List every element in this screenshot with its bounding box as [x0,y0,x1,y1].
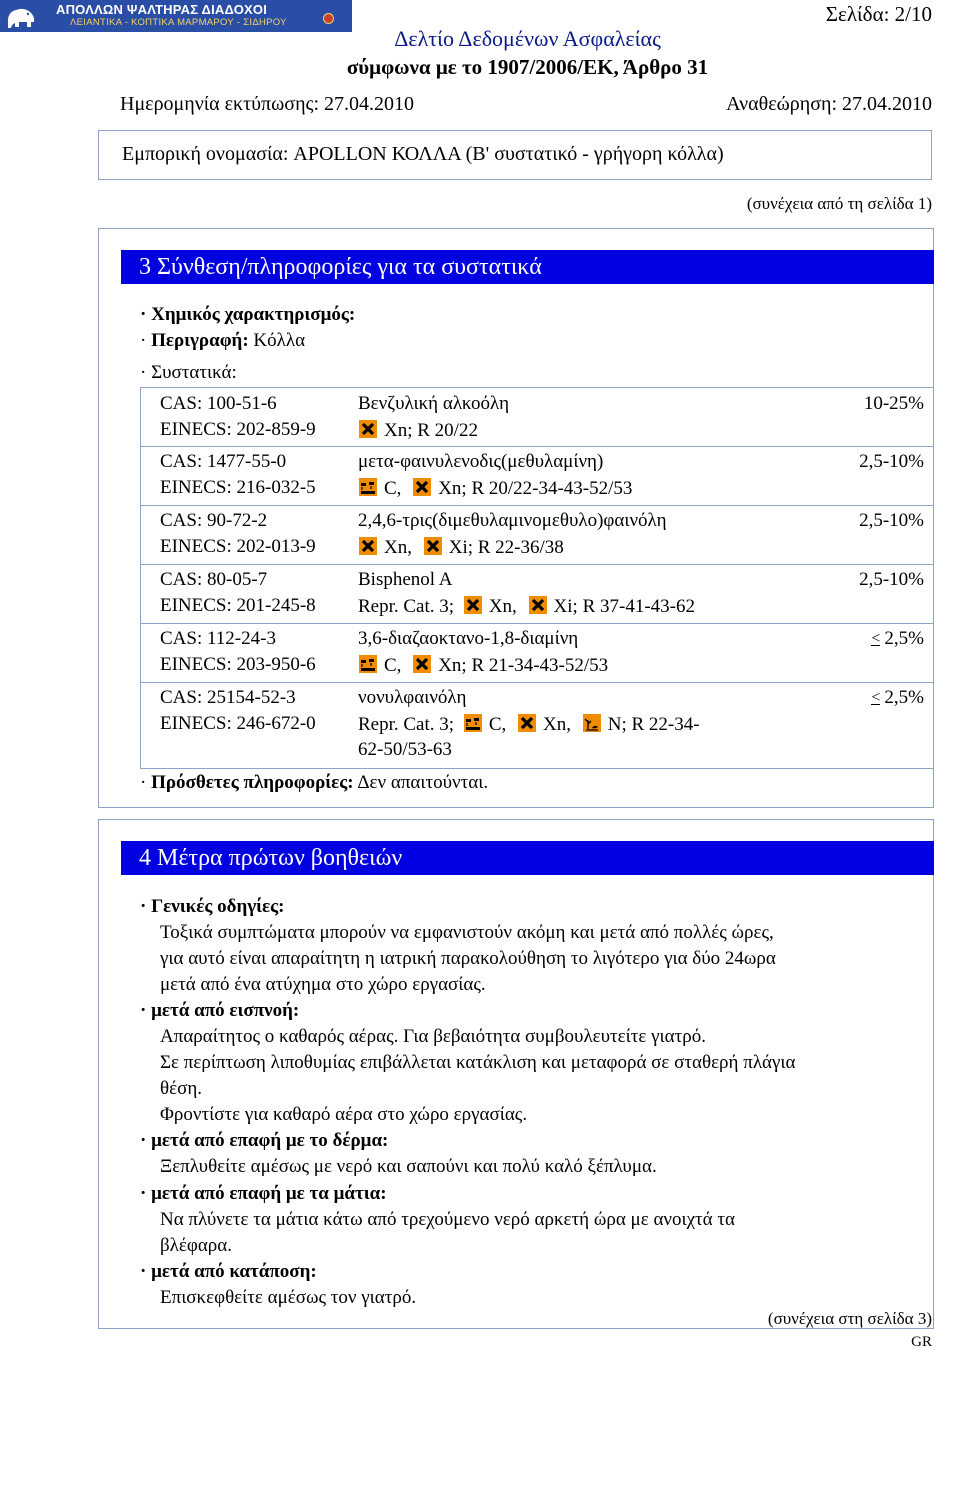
concentration: < 2,5% [871,628,924,649]
einecs-number: EINECS: 202-859-9 [160,419,316,440]
hazard-classification-cont: 62-50/53-63 [358,739,452,760]
description-label: Περιγραφή: [151,330,249,351]
einecs-number: EINECS: 201-245-8 [160,595,316,616]
row-divider [140,446,934,447]
harmful-cross-icon [358,536,378,556]
concentration: 2,5-10% [859,451,924,472]
less-equal-icon: < [871,689,881,706]
ingredient-name: μετα-φαινυλενοδις(μεθυλαμίνη) [358,451,604,472]
document-subtitle: σύμφωνα με το 1907/2006/ΕΚ, Άρθρο 31 [346,55,709,79]
ingredient-name: 2,4,6-τρις(διμεθυλαμινομεθυλο)φαινόλη [358,510,667,531]
cas-number: CAS: 1477-55-0 [160,451,287,472]
hazard-classification: Repr. Cat. 3; C, Xn, N; R 22-34- [358,714,700,735]
corrosive-icon [358,477,378,497]
cas-number: CAS: 25154-52-3 [160,687,296,708]
continued-from: (συνέχεια από τη σελίδα 1) [746,194,932,213]
language-code: GR [911,1334,932,1350]
trade-name: Εμπορική ονομασία: APOLLON ΚΟΛΛΑ (Β' συστατικό - γρήγορη κόλλα) [122,143,724,165]
logo-company-name: ΑΠΟΛΛΩΝ ΨΑΛΤΗΡΑΣ ΔΙΑΔΟΧΟΙ [56,2,268,17]
harmful-cross-icon [463,595,483,615]
einecs-number: EINECS: 216-032-5 [160,477,316,498]
skin-label: · μετά από επαφή με το δέρμα: [140,1130,389,1151]
general-text-line: Τοξικά συμπτώματα μπορούν να εμφανιστούν ακόμη και μετά από πολλές ώρες, [160,922,774,943]
section-3-title: 3 Σύνθεση/πληροφορίες για τα συστατικά [121,250,934,284]
einecs-number: EINECS: 203-950-6 [160,654,316,675]
eyes-text-line: Να πλύνετε τα μάτια κάτω από τρεχούμενο νερό αρκετή ώρα με ανοιχτά τα [160,1209,735,1230]
harmful-cross-icon [517,713,537,733]
less-equal-icon: < [871,630,881,647]
hazard-classification: Repr. Cat. 3; Xn, Xi; R 37-41-43-62 [358,596,695,617]
page-number: Σελίδα: 2/10 [825,2,932,26]
row-divider [140,505,934,506]
logo-emblem-icon [323,13,334,24]
hazard-classification: Xn, Xi; R 22-36/38 [358,536,564,559]
inhalation-text-line: Απαραίτητος ο καθαρός αέρας. Για βεβαιότητα συμβουλευτείτε γιατρό. [160,1026,706,1047]
additional-info: · Πρόσθετες πληροφορίες: Δεν απαιτούνται. [140,772,489,793]
eyes-label: · μετά από επαφή με τα μάτια: [140,1183,387,1204]
ingredient-name: Bisphenol A [358,569,453,590]
harmful-cross-icon [412,654,432,674]
revision-date: Αναθεώρηση: 27.04.2010 [726,93,932,115]
einecs-number: EINECS: 246-672-0 [160,713,316,734]
description-value: Κόλλα [253,330,306,351]
section-4-title: 4 Μέτρα πρώτων βοηθειών [121,841,934,875]
document-title: Δελτίο Δεδομένων Ασφαλείας [394,26,661,51]
inhalation-label: · μετά από εισπνοή: [140,1000,300,1021]
environment-icon [582,713,602,733]
eyes-text-line: βλέφαρα. [160,1235,232,1256]
general-text-line: μετά από ένα ατύχημα στο χώρο εργασίας. [160,974,486,995]
inhalation-text-line: Φροντίστε για καθαρό αέρα στο χώρο εργασίας. [160,1104,528,1125]
cas-number: CAS: 90-72-2 [160,510,268,531]
chem-char-label: · Χημικός χαρακτηρισμός: [140,304,356,325]
ingredient-name: Βενζυλική αλκοόλη [358,393,510,414]
logo-tagline: ΛΕΙΑΝΤΙΚΑ - ΚΟΠΤΙΚΑ ΜΑΡΜΑΡΟΥ - ΣΙΔΗΡΟΥ [70,17,287,28]
row-divider [140,682,934,683]
corrosive-icon [463,713,483,733]
concentration: 2,5-10% [859,569,924,590]
inhalation-text-line: Σε περίπτωση λιποθυμίας επιβάλλεται κατάκλιση και μεταφορά σε σταθερή πλάγια [160,1052,796,1073]
irritant-cross-icon [423,536,443,556]
general-text-line: για αυτό είναι απαραίτητη η ιατρική παρακολούθηση το λιγότερο για δύο 24ωρα [160,948,776,969]
irritant-cross-icon [528,595,548,615]
row-divider [140,623,934,624]
cas-number: CAS: 80-05-7 [160,569,268,590]
ingestion-label: · μετά από κατάποση: [140,1261,317,1282]
print-date: Ημερομηνία εκτύπωσης: 27.04.2010 [120,93,415,115]
hazard-classification: Xn; R 20/22 [358,419,478,442]
hazard-classification: C, Xn; R 20/22-34-43-52/53 [358,477,632,500]
ingredient-name: νονυλφαινόλη [358,687,467,708]
concentration: < 2,5% [871,687,924,708]
cas-number: CAS: 112-24-3 [160,628,276,649]
corrosive-icon [358,654,378,674]
description-line: · Περιγραφή: Κόλλα [140,330,306,351]
cas-number: CAS: 100-51-6 [160,393,277,414]
ingredients-label: · Συστατικά: [140,362,237,383]
concentration: 2,5-10% [859,510,924,531]
ingestion-text: Επισκεφθείτε αμέσως τον γιατρό. [160,1287,417,1308]
hazard-classification: C, Xn; R 21-34-43-52/53 [358,654,608,677]
einecs-number: EINECS: 202-013-9 [160,536,316,557]
harmful-cross-icon [412,477,432,497]
continued-to: (συνέχεια στη σελίδα 3) [767,1309,932,1328]
concentration: 10-25% [863,393,924,414]
inhalation-text-line: θέση. [160,1078,203,1099]
row-divider [140,564,934,565]
harmful-cross-icon [358,419,378,439]
ingredient-name: 3,6-διαζαοκτανο-1,8-διαμίνη [358,628,579,649]
general-label: · Γενικές οδηγίες: [140,896,285,917]
additional-info-value: Δεν απαιτούνται. [357,772,489,793]
additional-info-label: Πρόσθετες πληροφορίες: [151,772,354,793]
skin-text: Ξεπλυθείτε αμέσως με νερό και σαπούνι και πολύ καλό ξέπλυμα. [160,1156,657,1177]
